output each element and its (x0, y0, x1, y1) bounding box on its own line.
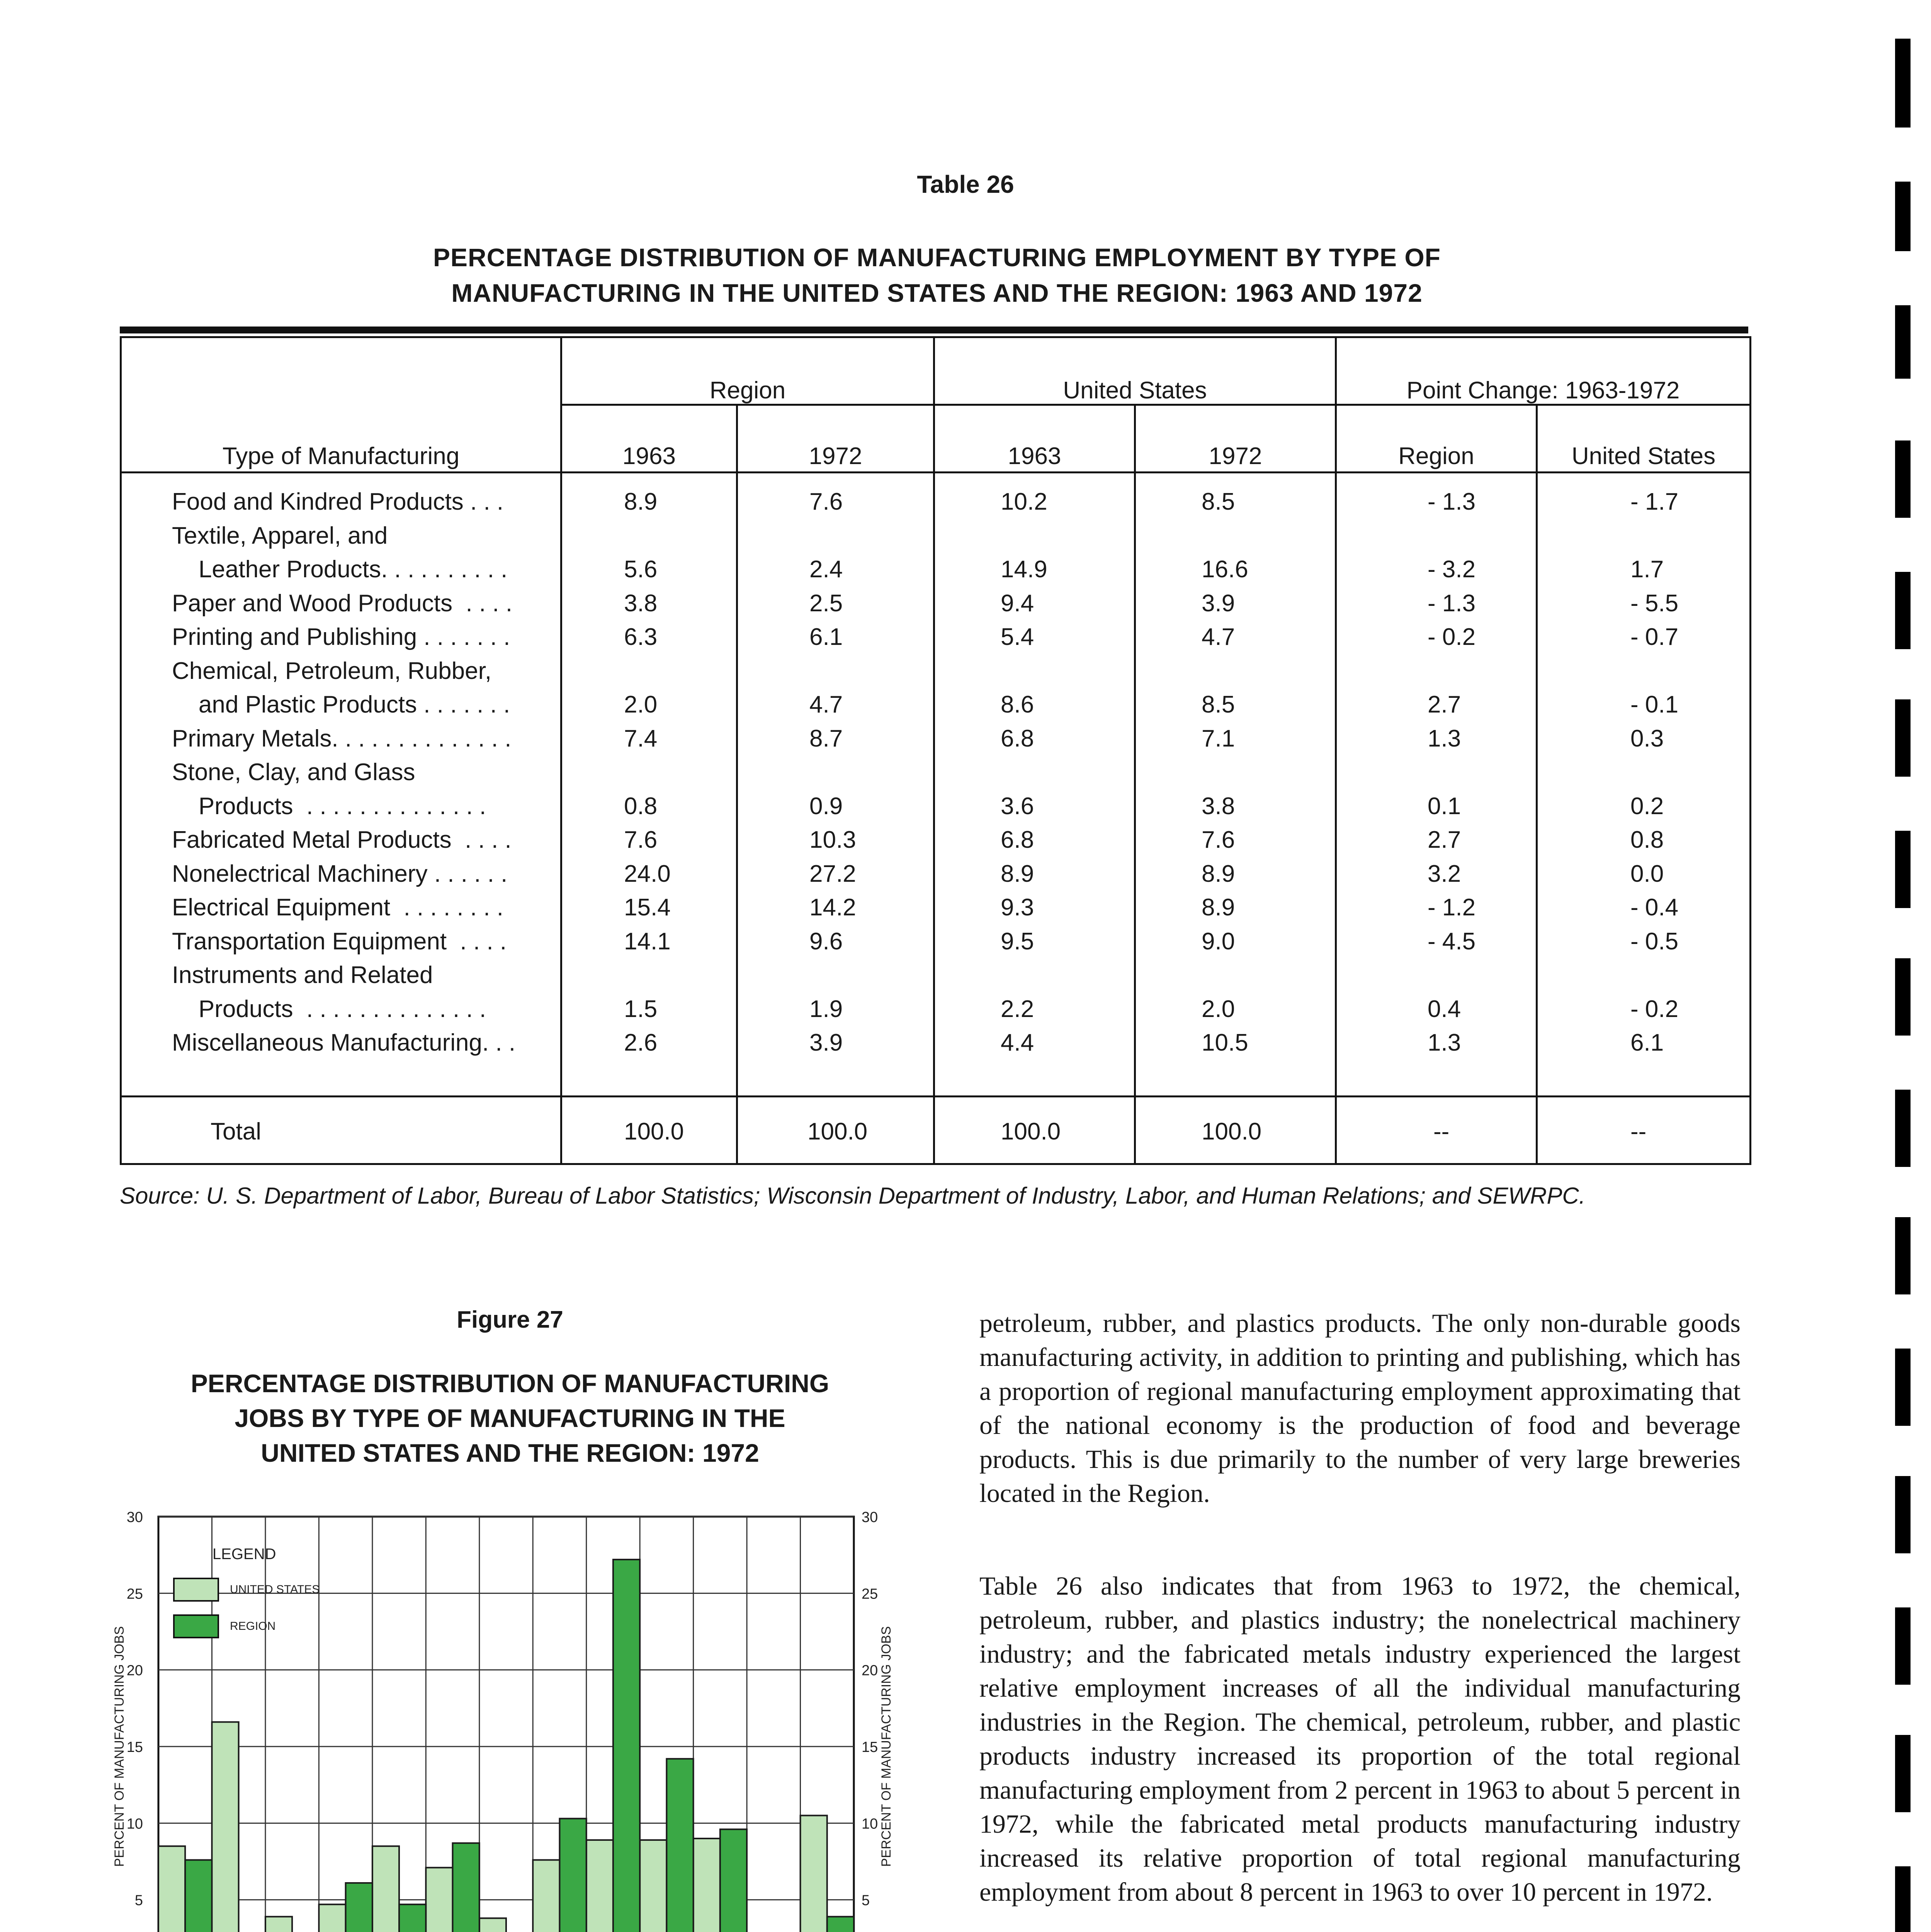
table-row-label: Miscellaneous Manufacturing. . . (172, 1029, 516, 1056)
table-cell: 8.7 (809, 725, 843, 752)
column-header-type: Type of Manufacturing (222, 443, 460, 469)
table-title (309, 240, 1565, 311)
table-row-label: Textile, Apparel, and (172, 522, 388, 549)
table-cell: - 1.7 (1630, 488, 1679, 515)
table-cell: 8.9 (1202, 860, 1235, 887)
group-header-united-states: United States (1063, 377, 1207, 404)
row-divider (122, 1095, 1749, 1097)
scan-mark (1895, 39, 1911, 128)
table-row-label: Chemical, Petroleum, Rubber, (172, 657, 492, 684)
table-cell: 9.3 (1001, 894, 1034, 921)
table-cell: 1.3 (1428, 1029, 1461, 1056)
y-tick-label-left: 10 (126, 1816, 143, 1832)
table-cell: 0.2 (1630, 793, 1664, 820)
table-cell: - 0.7 (1630, 624, 1679, 650)
bar-united-states (694, 1838, 720, 1932)
body-paragraph: petroleum, rubber, and plastics products. The only non-durable goods manufacturing activity, in addition to printing and publishing, which has a proportion of regional manufacturing employment approximating that of the national economy is the production of food and beverage products. This is due primarily to the number of very large breweries located in the Region. (979, 1308, 1741, 1508)
scan-mark (1895, 1476, 1911, 1553)
bar-united-states (212, 1722, 238, 1932)
bar-region (453, 1843, 479, 1932)
scan-mark (1895, 831, 1911, 908)
plot-frame (158, 1517, 854, 1932)
total-value: -- (1433, 1118, 1450, 1145)
table-cell: - 0.1 (1630, 691, 1679, 718)
bar-region (346, 1883, 372, 1932)
table-cell: 4.7 (1202, 624, 1235, 650)
table-cell: - 3.2 (1428, 556, 1476, 583)
column-divider (1134, 404, 1136, 1163)
y-tick-label-left: 30 (126, 1509, 143, 1526)
column-header: 1972 (1209, 443, 1262, 469)
table-cell: 10.2 (1001, 488, 1047, 515)
table-cell: - 4.5 (1428, 928, 1476, 955)
bar-united-states (426, 1867, 452, 1932)
table-cell: 3.8 (1202, 793, 1235, 820)
table-cell: 5.6 (624, 556, 658, 583)
table-cell: 10.5 (1202, 1029, 1248, 1056)
table-cell: - 1.3 (1428, 488, 1476, 515)
table-cell: 0.0 (1630, 860, 1664, 887)
table-cell: 2.5 (809, 590, 843, 617)
y-tick-label-right: 10 (862, 1816, 878, 1832)
table-cell: 2.7 (1428, 691, 1461, 718)
table-cell: 15.4 (624, 894, 671, 921)
bar-united-states (319, 1905, 345, 1932)
table-cell: 1.7 (1630, 556, 1664, 583)
table-cell: 8.9 (624, 488, 658, 515)
table-cell: 9.5 (1001, 928, 1034, 955)
scan-mark (1895, 1349, 1911, 1426)
figure-title-line: PERCENTAGE DISTRIBUTION OF MANUFACTURING (190, 1369, 830, 1398)
body-paragraph: Table 26 also indicates that from 1963 to 1972, the chemical, petroleum, rubber, and plastics industry; the nonelectrical machinery industry; and the fabricated metals industry experienced the largest relative employment increases of all the individual manufacturing industries in the Region. The chemical, petroleum, rubber, and plastic products industry increased its proportion of the total regional manufacturing employment from 2 percent in 1963 to about 5 percent in 1972, while the fabricated metal products manufacturing industry increased its relative proportion of total regional manufacturing employment from about 8 percent in 1963 to over 10 percent in 1972. (979, 1571, 1741, 1906)
table-cell: 4.7 (809, 691, 843, 718)
table-cell: - 0.4 (1630, 894, 1679, 921)
legend-swatch (174, 1578, 218, 1601)
total-value: 100.0 (807, 1118, 868, 1145)
figure-title (147, 1366, 873, 1470)
y-tick-label-left: 5 (134, 1892, 143, 1909)
scan-mark (1895, 1090, 1911, 1167)
table-cell: 3.2 (1428, 860, 1461, 887)
y-tick-label-right: 20 (862, 1662, 878, 1679)
table-cell: 3.9 (1202, 590, 1235, 617)
table-cell: 3.6 (1001, 793, 1034, 820)
table-cell: 2.2 (1001, 995, 1034, 1022)
table-row-label: Nonelectrical Machinery . . . . . . (172, 860, 508, 887)
bar-chart (108, 1499, 1035, 1932)
scan-mark (1895, 1607, 1911, 1685)
bar-region (185, 1860, 212, 1932)
y-tick-label-right: 25 (862, 1586, 878, 1602)
table-row-label: Instruments and Related (172, 962, 433, 988)
y-tick-label-left: 25 (126, 1586, 143, 1602)
group-header-region: Region (709, 377, 786, 404)
table-cell: 7.4 (624, 725, 658, 752)
bar-region (399, 1905, 426, 1932)
table-cell: 24.0 (624, 860, 671, 887)
y-axis-title-right: PERCENT OF MANUFACTURING JOBS (879, 1626, 894, 1867)
table-cell: 9.0 (1202, 928, 1235, 955)
scan-mark (1895, 440, 1911, 518)
y-tick-label-left: 20 (126, 1662, 143, 1679)
table-cell: 2.6 (624, 1029, 658, 1056)
table-row-label: Leather Products. . . . . . . . . . (172, 556, 508, 583)
table-cell: 2.7 (1428, 827, 1461, 853)
table-cell: 9.6 (809, 928, 843, 955)
table-source: Source: U. S. Department of Labor, Bureau of Labor Statistics; Wisconsin Department of Industry, Labor, and Human Relations; and SEWRPC. (120, 1183, 1586, 1209)
legend-label: UNITED STATES (230, 1583, 320, 1596)
table-cell: 1.9 (809, 995, 843, 1022)
table-cell: 8.9 (1202, 894, 1235, 921)
table-top-rule (120, 327, 1748, 333)
row-divider (122, 471, 1749, 473)
table-cell: 7.6 (809, 488, 843, 515)
table-cell: 14.9 (1001, 556, 1047, 583)
table-cell: 6.8 (1001, 827, 1034, 853)
scan-mark (1895, 1217, 1911, 1294)
table-cell: 2.0 (1202, 995, 1235, 1022)
table-cell: 0.9 (809, 793, 843, 820)
y-tick-label-right: 5 (862, 1892, 870, 1909)
table-cell: - 0.5 (1630, 928, 1679, 955)
group-header-point-change: Point Change: 1963-1972 (1406, 377, 1680, 404)
table-row-label: Products . . . . . . . . . . . . . . (172, 995, 486, 1022)
bar-united-states (479, 1918, 506, 1932)
bar-region (827, 1917, 854, 1932)
table-cell: 6.8 (1001, 725, 1034, 752)
figure-title-line: JOBS BY TYPE OF MANUFACTURING IN THE (235, 1404, 785, 1432)
legend-title: LEGEND (212, 1546, 276, 1563)
table-cell: - 1.3 (1428, 590, 1476, 617)
column-header: Region (1398, 443, 1474, 469)
table-cell: 10.3 (809, 827, 856, 853)
total-value: 100.0 (1202, 1118, 1262, 1145)
table-cell: 2.0 (624, 691, 658, 718)
table-cell: 6.1 (1630, 1029, 1664, 1056)
total-value: -- (1630, 1118, 1647, 1145)
table-cell: 8.5 (1202, 488, 1235, 515)
table-cell: 4.4 (1001, 1029, 1034, 1056)
table-cell: 9.4 (1001, 590, 1034, 617)
table-cell: 0.8 (1630, 827, 1664, 853)
column-divider (1536, 404, 1538, 1163)
table-cell: 3.8 (624, 590, 658, 617)
bar-region (666, 1759, 693, 1932)
table-cell: 0.1 (1428, 793, 1461, 820)
bar-united-states (372, 1846, 399, 1932)
table-cell: 0.4 (1428, 995, 1461, 1022)
table-cell: 8.9 (1001, 860, 1034, 887)
table-cell: - 0.2 (1630, 995, 1679, 1022)
figure-title-line: UNITED STATES AND THE REGION: 1972 (261, 1439, 759, 1467)
table-title-line: PERCENTAGE DISTRIBUTION OF MANUFACTURING EMPLOYMENT BY TYPE OF (433, 243, 1441, 272)
bar-united-states (265, 1917, 292, 1932)
bar-united-states (586, 1840, 613, 1932)
bar-united-states (801, 1816, 827, 1932)
y-tick-label-right: 15 (862, 1739, 878, 1755)
table-cell: 27.2 (809, 860, 856, 887)
table-cell: 1.3 (1428, 725, 1461, 752)
table-row-label: Food and Kindred Products . . . (172, 488, 504, 515)
table-row-label: Electrical Equipment . . . . . . . . (172, 894, 503, 921)
scan-mark (1895, 699, 1911, 777)
bar-region (720, 1829, 747, 1932)
column-header: 1963 (1008, 443, 1061, 469)
y-tick-label-right: 30 (862, 1509, 878, 1526)
scan-mark (1895, 305, 1911, 379)
scan-mark (1895, 1735, 1911, 1812)
scan-mark (1895, 958, 1911, 1036)
table-row-label: Primary Metals. . . . . . . . . . . . . . (172, 725, 512, 752)
y-tick-label-left: 15 (126, 1739, 143, 1755)
table-cell: 0.8 (624, 793, 658, 820)
table-row-label: Printing and Publishing . . . . . . . (172, 624, 510, 650)
table-row-label: Transportation Equipment . . . . (172, 928, 507, 955)
bar-region (613, 1560, 640, 1932)
y-axis-title-left: PERCENT OF MANUFACTURING JOBS (112, 1626, 127, 1867)
legend-swatch (174, 1615, 218, 1638)
column-divider (736, 404, 738, 1163)
table-cell: 14.2 (809, 894, 856, 921)
table-cell: 0.3 (1630, 725, 1664, 752)
total-value: 100.0 (624, 1118, 684, 1145)
table-cell: 6.1 (809, 624, 843, 650)
table-title-line: MANUFACTURING IN THE UNITED STATES AND THE REGION: 1963 AND 1972 (451, 279, 1423, 307)
table-row-label: Stone, Clay, and Glass (172, 759, 415, 786)
column-header: United States (1571, 443, 1716, 469)
total-value: 100.0 (1001, 1118, 1061, 1145)
table-cell: - 5.5 (1630, 590, 1679, 617)
column-header: 1972 (809, 443, 862, 469)
table-row-label: Fabricated Metal Products . . . . (172, 827, 512, 853)
table-row-label: Paper and Wood Products . . . . (172, 590, 513, 617)
bar-united-states (158, 1846, 185, 1932)
table-row-label: Products . . . . . . . . . . . . . . (172, 793, 486, 820)
bar-united-states (533, 1860, 559, 1932)
table-cell: 7.1 (1202, 725, 1235, 752)
table-cell: 7.6 (624, 827, 658, 853)
total-label: Total (211, 1118, 261, 1145)
table-row-label: and Plastic Products . . . . . . . (172, 691, 510, 718)
legend-label: REGION (230, 1620, 276, 1633)
bar-region (559, 1818, 586, 1932)
table-cell: 16.6 (1202, 556, 1248, 583)
scan-mark (1895, 1866, 1911, 1932)
table-cell: 14.1 (624, 928, 671, 955)
table-cell: 8.5 (1202, 691, 1235, 718)
table-cell: 1.5 (624, 995, 658, 1022)
scan-mark (1895, 572, 1911, 649)
column-header: 1963 (622, 443, 676, 469)
figure-label: Figure 27 (457, 1306, 563, 1333)
data-table (120, 336, 1751, 1165)
table-cell: 8.6 (1001, 691, 1034, 718)
table-cell: 3.9 (809, 1029, 843, 1056)
table-cell: 5.4 (1001, 624, 1034, 650)
table-cell: 6.3 (624, 624, 658, 650)
table-cell: 7.6 (1202, 827, 1235, 853)
table-cell: - 1.2 (1428, 894, 1476, 921)
table-label: Table 26 (917, 170, 1014, 198)
bar-united-states (640, 1840, 666, 1932)
table-cell: 2.4 (809, 556, 843, 583)
table-cell: - 0.2 (1428, 624, 1476, 650)
